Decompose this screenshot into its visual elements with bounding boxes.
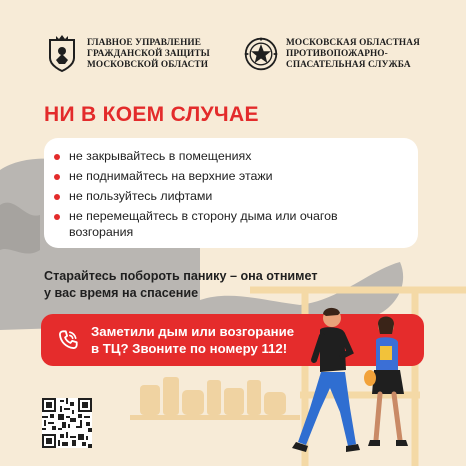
bullet-dot [54,154,60,160]
bullet-dot [54,174,60,180]
note-line: Старайтесь побороть панику – она отнимет [44,269,318,283]
list-item [68,189,404,205]
rules-list [44,138,418,240]
people-walking-illustration [290,300,430,466]
qr-code-icon[interactable] [42,398,92,448]
moscow-region-coat-of-arms-icon [44,34,80,74]
org-civil-defense-name [87,38,210,71]
note-line: у вас время на спасение [44,286,199,300]
rules-card [44,138,418,248]
headline: НИ В КОЕМ СЛУЧАЕ [44,103,259,126]
rule-text: не пользуйтесь лифтами [69,189,213,203]
bullet-dot [54,214,60,220]
org-fire-rescue-name [286,38,420,71]
list-item [68,149,404,165]
bullet-dot [54,194,60,200]
rule-text: не перемещайтесь в сторону дыма или очагов возгорания [69,209,338,239]
fire-rescue-service-emblem-icon [243,34,279,74]
org-name-line: ГРАЖДАНСКОЙ ЗАЩИТЫ [87,48,210,59]
rule-text: не закрывайтесь в помещениях [69,149,252,163]
list-item [68,209,404,240]
org-name-line: МОСКОВСКОЙ ОБЛАСТИ [87,59,209,70]
phone-icon [57,328,79,352]
org-name-line: ГЛАВНОЕ УПРАВЛЕНИЕ [87,37,202,48]
call-112-text [91,323,294,357]
org-name-line: ПРОТИВОПОЖАРНО- [286,48,388,59]
org-fire-rescue [243,34,420,74]
org-name-line: СПАСАТЕЛЬНАЯ СЛУЖБА [286,59,411,70]
cta-line: Заметили дым или возгорание [91,324,295,339]
org-name-line: МОСКОВСКАЯ ОБЛАСТНАЯ [286,37,420,48]
org-civil-defense [44,34,210,74]
shelf-silhouettes [130,377,300,420]
rule-text: не поднимайтесь на верхние этажи [69,169,273,183]
panic-note [44,268,344,302]
list-item [68,169,404,185]
cta-line: в ТЦ? Звоните по номеру 112! [91,341,288,356]
